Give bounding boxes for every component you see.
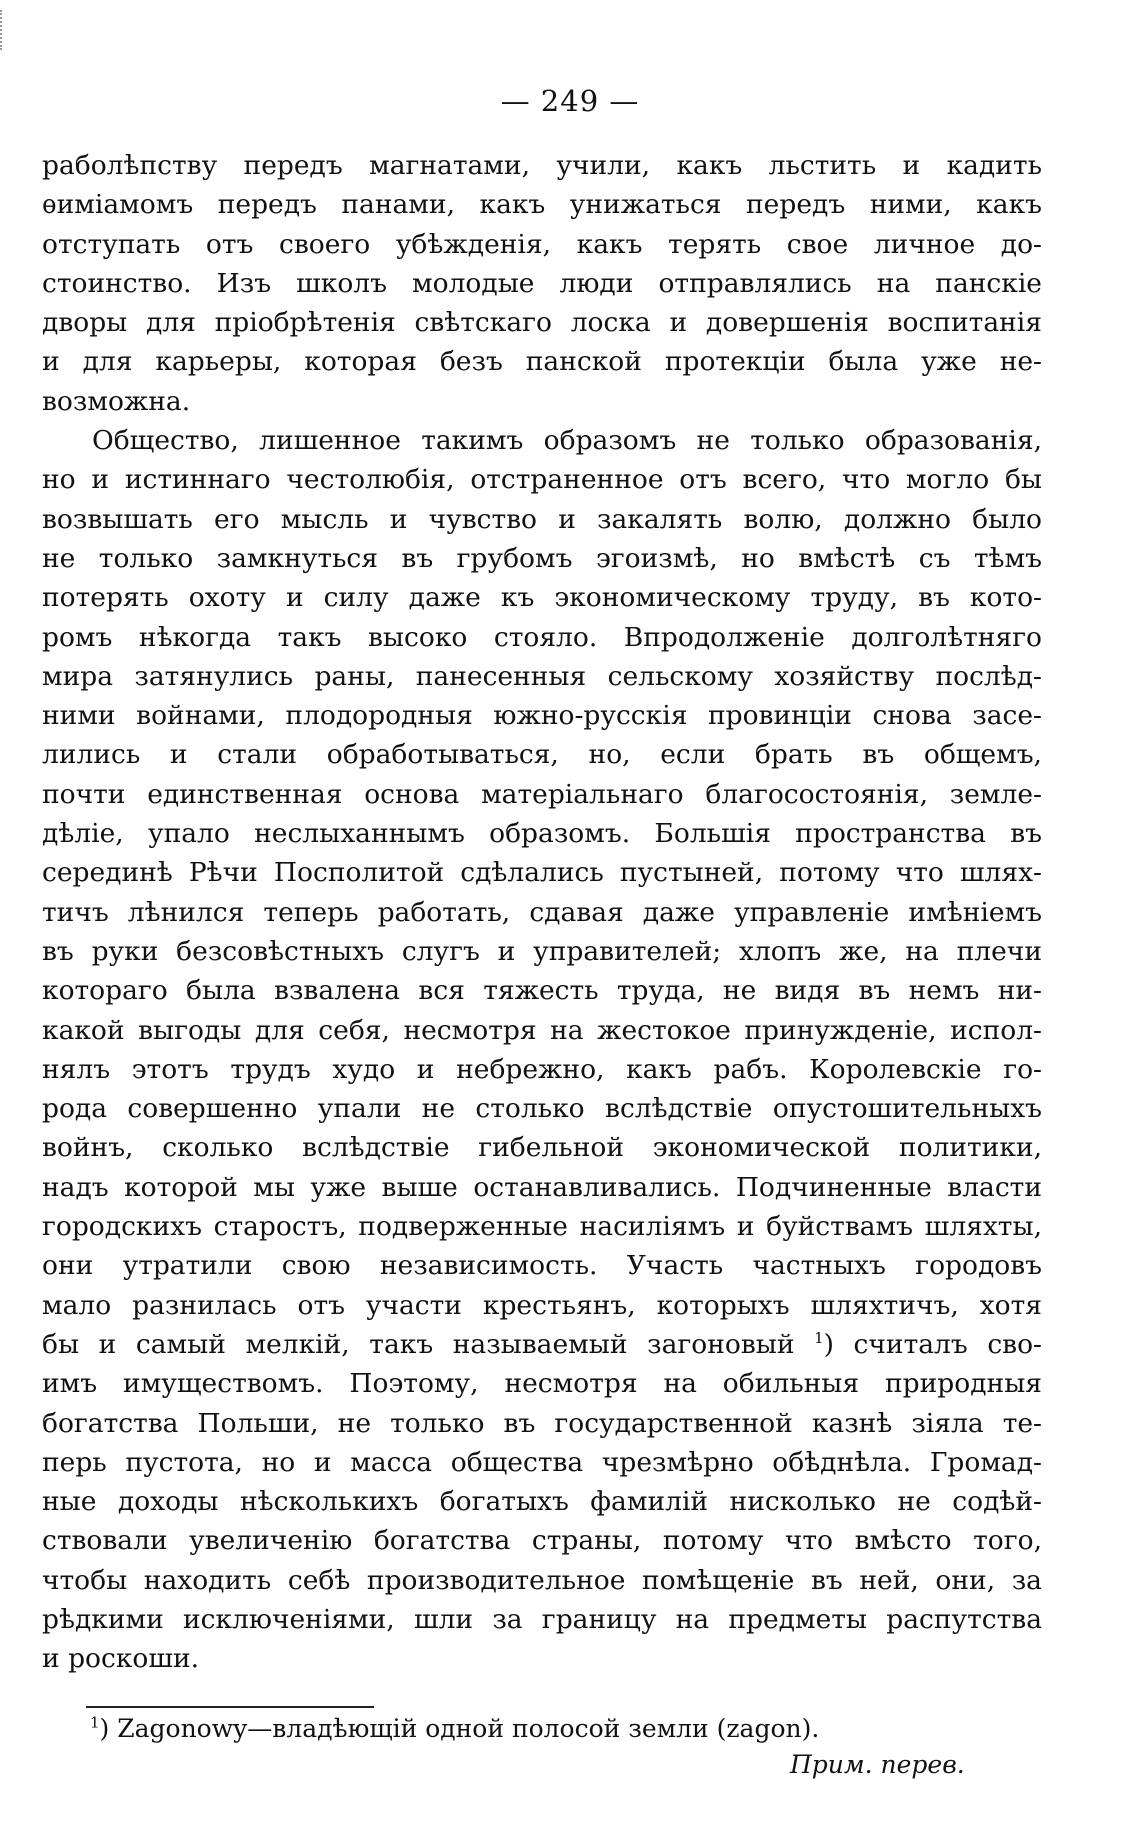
text-line: дѣліе, упало неслыханнымъ образомъ. Большія пространства въ: [42, 818, 1042, 850]
text-fragment: ) считалъ сво-: [823, 1328, 1042, 1360]
text-line: рѣдкими исключеніями, шли за границу на предметы распутства: [42, 1603, 1042, 1635]
text-fragment: бы и самый мелкій, такъ называемый загоновый: [42, 1328, 795, 1360]
text-line: въ руки безсовѣстныхъ слугъ и управителей; хлопъ же, на плечи: [42, 935, 1042, 967]
text-line: дворы для пріобрѣтенія свѣтскаго лоска и довершенія воспитанія: [42, 307, 1042, 339]
text-line: не только замкнуться въ грубомъ эгоизмѣ, но вмѣстѣ съ тѣмъ: [42, 542, 1042, 574]
translator-note: Прим. перев.: [790, 1750, 965, 1779]
text-line: перь пустота, но и масса общества чрезмѣрно обѣднѣла. Громад-: [42, 1446, 1042, 1478]
text-line: ними войнами, плодородныя южно-русскія провинціи снова засе-: [42, 700, 1042, 732]
paragraph-end-line: и роскоши.: [42, 1643, 200, 1675]
text-line: богатства Польши, не только въ государственной казнѣ зіяла те-: [42, 1407, 1042, 1439]
text-line: и для карьеры, которая безъ панской протекціи была уже не-: [42, 346, 1042, 378]
text-line: надъ которой мы уже выше останавливались. Подчиненные власти: [42, 1171, 1042, 1203]
text-line: потерять охоту и силу даже къ экономическому труду, въ кото-: [42, 582, 1042, 614]
text-line: какой выгоды для себя, несмотря на жестокое принужденіе, испол-: [42, 1014, 1042, 1046]
text-line: войнъ, сколько вслѣдствіе гибельной экономической политики,: [42, 1132, 1042, 1164]
footnote-text: ) Zagonowy—владѣющій одной полосой земли (zagon).: [99, 1714, 820, 1743]
text-line: городскихъ старостъ, подверженные насиліямъ и буйствамъ шляхты,: [42, 1211, 1042, 1243]
text-line: котораго была взвалена вся тяжесть труда, не видя въ немъ ни-: [42, 975, 1042, 1007]
text-line: лились и стали обработываться, но, если брать въ общемъ,: [42, 739, 1042, 771]
text-line: ствовали увеличенію богатства страны, потому что вмѣсто того,: [42, 1525, 1042, 1557]
footnote: [90, 1712, 990, 1746]
text-line: серединѣ Рѣчи Посполитой сдѣлались пустыней, потому что шлях-: [42, 857, 1042, 889]
text-line: мира затянулись раны, панесенныя сельскому хозяйству послѣд-: [42, 660, 1042, 692]
text-line-with-footnote-ref: [42, 1325, 1042, 1364]
text-line: но и истиннаго честолюбія, отстраненное отъ всего, что могло бы: [42, 464, 1042, 496]
text-line: ромъ нѣкогда такъ высоко стояло. Впродолженіе долголѣтняго: [42, 621, 1042, 653]
text-line: чтобы находить себѣ производительное помѣщеніе въ ней, они, за: [42, 1564, 1042, 1596]
text-line: рода совершенно упали не столько вслѣдствіе опустошительныхъ: [42, 1093, 1042, 1125]
page-number: — 249 —: [500, 84, 640, 118]
paragraph-first-line: Общество, лишенное такимъ образомъ не только образованія,: [92, 425, 1042, 457]
text-line: имъ имуществомъ. Поэтому, несмотря на обильныя природныя: [42, 1368, 1042, 1400]
text-line: они утратили свою независимость. Участь частныхъ городовъ: [42, 1250, 1042, 1282]
text-line: ѳиміамомъ передъ панами, какъ унижаться передъ ними, какъ: [42, 189, 1042, 221]
scan-edge-mark: [0, 10, 5, 50]
footnote-ref: 1: [814, 1329, 824, 1348]
text-line: возвышать его мысль и чувство и закалять волю, должно было: [42, 503, 1042, 535]
text-line: мало разнилась отъ участи крестьянъ, которыхъ шляхтичъ, хотя: [42, 1289, 1042, 1321]
text-line: тичъ лѣнился теперь работать, сдавая даже управленіе имѣніемъ: [42, 896, 1042, 928]
paragraph-end-line: возможна.: [42, 385, 191, 417]
text-line: ные доходы нѣсколькихъ богатыхъ фамилій нисколько не содѣй-: [42, 1486, 1042, 1518]
text-line: отступать отъ своего убѣжденія, какъ терять свое личное до-: [42, 228, 1042, 260]
text-line: стоинство. Изъ школъ молодые люди отправлялись на панскіе: [42, 267, 1042, 299]
text-line: раболѣпству передъ магнатами, учили, какъ льстить и кадить: [42, 150, 1042, 181]
text-line: почти единственная основа матеріальнаго благосостоянія, земле-: [42, 778, 1042, 810]
body-text: [42, 146, 1042, 1679]
footnote-marker: 1: [90, 1713, 100, 1732]
text-line: нялъ этотъ трудъ худо и небрежно, какъ рабъ. Королевскіе го-: [42, 1053, 1042, 1085]
footnote-divider: [86, 1706, 374, 1708]
